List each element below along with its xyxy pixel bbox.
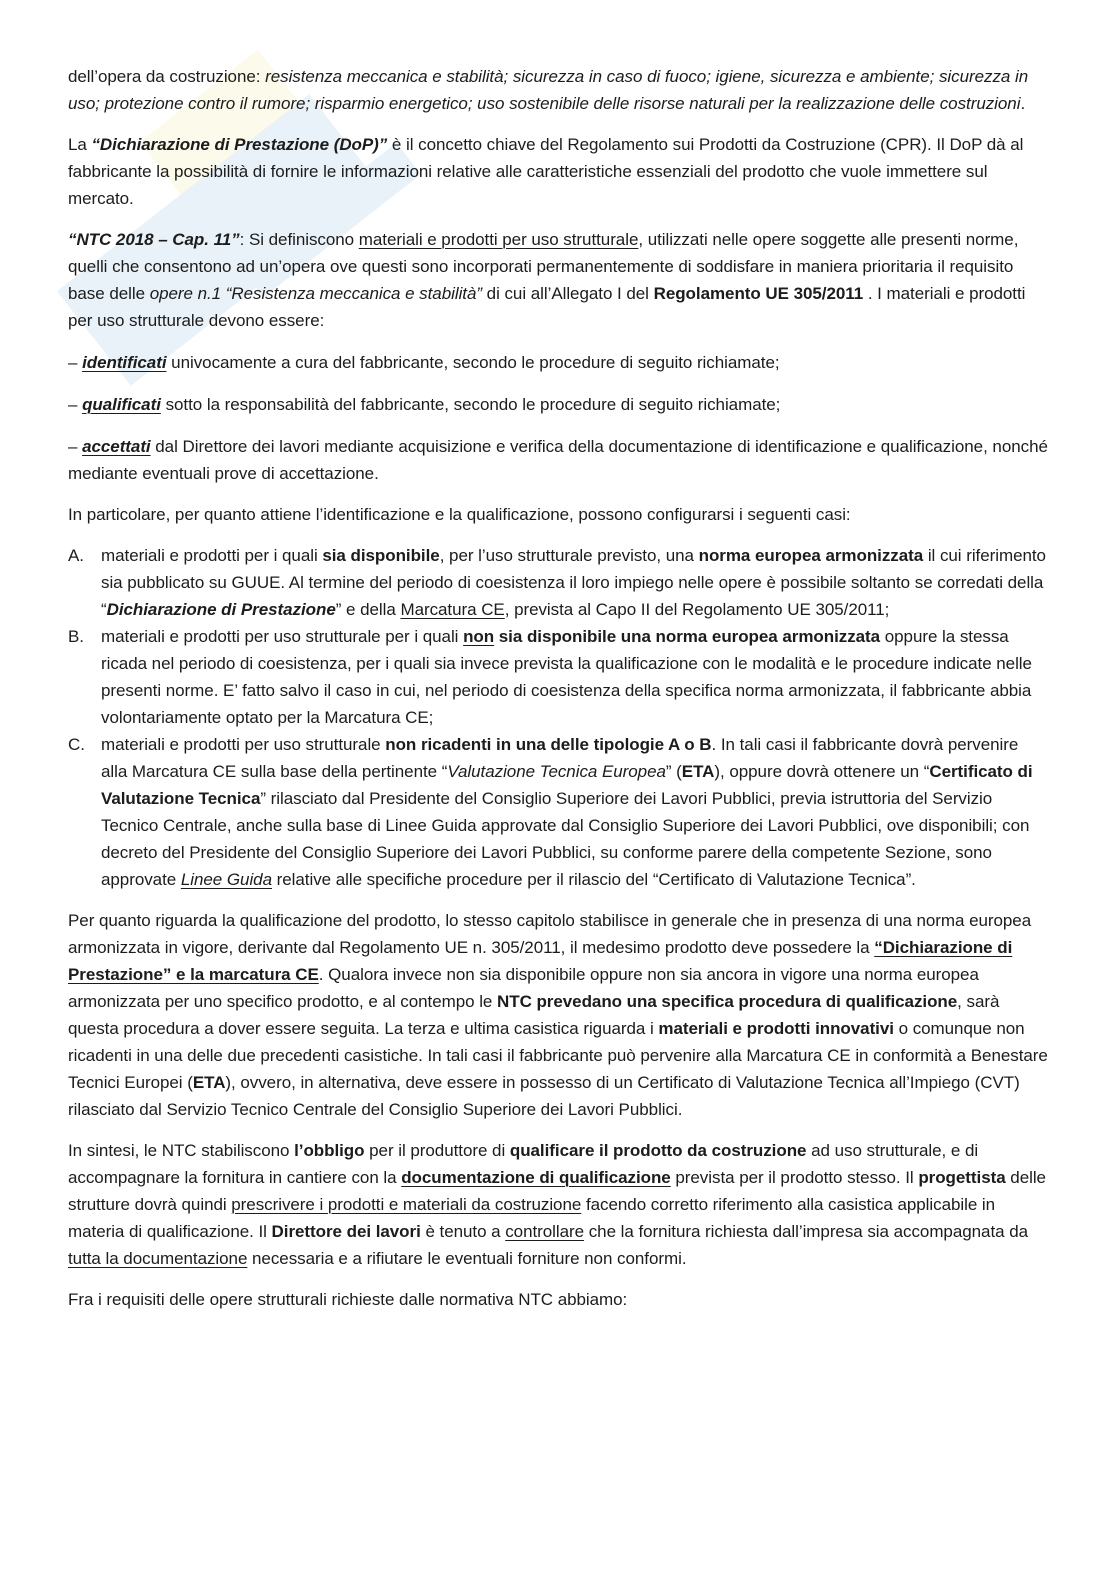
paragraph-dop: La “Dichiarazione di Prestazione (DoP)” è il concetto chiave del Regolamento sui Prodotti da Costruzione (CPR). Il DoP dà al fabbricante la possibilità di fornire le informazioni relative alle caratteristiche essenziali del prodotto che vuole immettere sul mercato. [68,135,1024,208]
paragraph-sintesi: In sintesi, le NTC stabiliscono l’obbligo per il produttore di qualificare il prodotto da costruzione ad uso strutturale, e di accompagnare la fornitura in cantiere con la documentazione di qualificazione prevista per il prodotto stesso. Il progettista delle strutture dovrà quindi prescrivere i prodotti e materiali da costruzione facendo corretto riferimento alla casistica applicabile in materia di qualificazione. Il Direttore dei lavori è tenuto a controllare che la fornitura richiesta dall’impresa sia accompagnata da tutta la documentazione necessaria e a rifiutare le eventuali forniture non conformi. [68,1141,1046,1268]
paragraph-requisiti-base: dell’opera da costruzione: resistenza meccanica e stabilità; sicurezza in caso di fuoco; igiene, sicurezza e ambiente; sicurezza in uso; protezione contro il rumore; risparmio energetico; uso sostenibile delle risorse naturali per la realizzazione delle costruzioni. [68,67,1029,113]
dop-term: “Dichiarazione di Prestazione (DoP)” [91,135,388,154]
paragraph-casi-intro: In particolare, per quanto attiene l’identificazione e la qualificazione, possono configurarsi i seguenti casi: [68,505,851,524]
dash-item-qualificati: – qualificati sotto la responsabilità del fabbricante, secondo le procedure di seguito richiamate; [68,395,781,414]
paragraph-qualificazione-prodotto: Per quanto riguarda la qualificazione del prodotto, lo stesso capitolo stabilisce in generale che in presenza di una norma europea armonizzata in vigore, derivante dal Regolamento UE n. 305/2011, il medesimo prodotto deve possedere la “Dichiarazione di Prestazione” e la marcatura CE. Qualora invece non sia disponibile oppure non sia ancora in vigore una norma europea armonizzata per uno specifico prodotto, e al contempo le NTC prevedano una specifica procedura di qualificazione, sarà questa procedura a dover essere seguita. La terza e ultima casistica riguarda i materiali e prodotti innovativi o comunque non ricadenti in una delle due precedenti casistiche. In tali casi il fabbricante può pervenire alla Marcatura CE in conformità a Benestare Tecnici Europei (ETA), ovvero, in alternativa, deve essere in possesso di un Certificato di Valutazione Tecnica all’Impiego (CVT) rilasciato dal Servizio Tecnico Centrale del Consiglio Superiore dei Lavori Pubblici. [68,911,1048,1119]
list-item-case-a: A. materiali e prodotti per i quali sia disponibile, per l’uso strutturale previsto, una norma europea armonizzata il cui riferimento sia pubblicato su GUUE. Al termine del periodo di coesistenza il loro impiego nelle opere è possibile soltanto se corredati della “Dichiarazione di Prestazione” e della Marcatura CE, prevista al Capo II del Regolamento UE 305/2011; [68,542,1048,623]
list-marker: B. [68,627,84,646]
dash-item-identificati: – identificati univocamente a cura del fabbricante, secondo le procedure di seguito richiamate; [68,353,780,372]
cases-list [68,542,1048,893]
list-item-case-b: B. materiali e prodotti per uso strutturale per i quali non sia disponibile una norma europea armonizzata oppure la stessa ricada nel periodo di coesistenza, per i quali sia invece prevista la qualificazione con le modalità e le procedure indicate nelle presenti norme. E’ fatto salvo il caso in cui, nel periodo di coesistenza della specifica norma armonizzata, il fabbricante abbia volontariamente optato per la Marcatura CE; [68,623,1048,731]
ntc-2018-heading: “NTC 2018 – Cap. 11” [68,230,240,249]
list-marker: A. [68,546,84,565]
list-item-case-c: C. materiali e prodotti per uso strutturale non ricadenti in una delle tipologie A o B. In tali casi il fabbricante dovrà pervenire alla Marcatura CE sulla base della pertinente “Valutazione Tecnica Europea” (ETA), oppure dovrà ottenere un “Certificato di Valutazione Tecnica” rilasciato dal Presidente del Consiglio Superiore dei Lavori Pubblici, previa istruttoria del Servizio Tecnico Centrale, anche sulla base di Linee Guida approvate dal Consiglio Superiore dei Lavori Pubblici, ove disponibili; con decreto del Presidente del Consiglio Superiore dei Lavori Pubblici, su conforme parere della competente Sezione, sono approvate Linee Guida relative alle specifiche procedure per il rilascio del “Certificato di Valutazione Tecnica”. [68,731,1048,893]
document-body [68,63,1048,1327]
paragraph-ntc-2018: “NTC 2018 – Cap. 11”: Si definiscono materiali e prodotti per uso strutturale, utilizzati nelle opere soggette alle presenti norme, quelli che consentono ad un’opera ove questi sono incorporati permanentemente di soddisfare in maniera prioritaria il requisito base delle opere n.1 “Resistenza meccanica e stabilità” di cui all’Allegato I del Regolamento UE 305/2011 . I materiali e prodotti per uso strutturale devono essere: [68,230,1026,330]
paragraph-requisiti-ntc: Fra i requisiti delle opere strutturali richieste dalle normativa NTC abbiamo: [68,1290,628,1309]
dash-item-accettati: – accettati dal Direttore dei lavori mediante acquisizione e verifica della documentazione di identificazione e qualificazione, nonché mediante eventuali prove di accettazione. [68,437,1048,483]
list-marker: C. [68,735,85,754]
